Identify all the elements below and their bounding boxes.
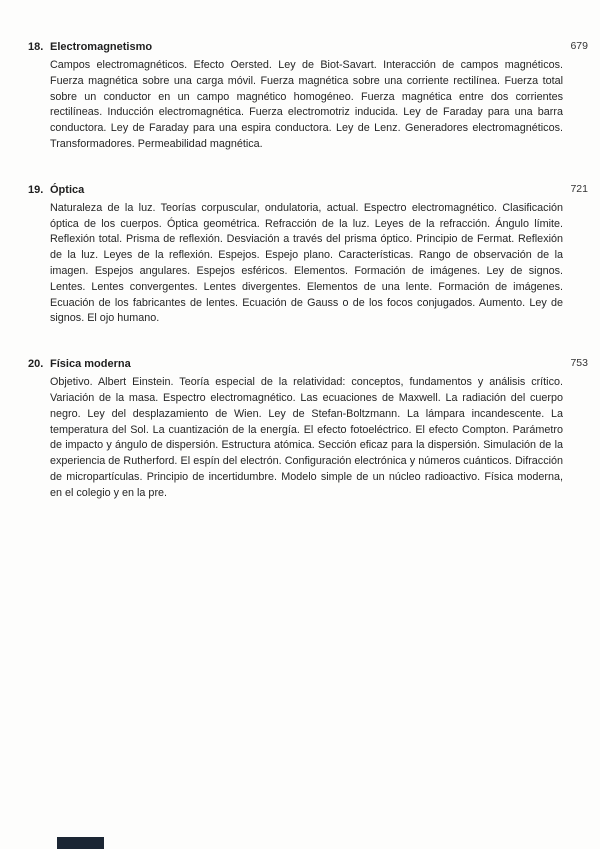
toc-entry-fisica-moderna: [28, 357, 588, 501]
page-number: 721: [570, 182, 588, 195]
scan-artifact-mark: [57, 837, 104, 849]
chapter-number: 20.: [28, 358, 44, 371]
chapter-title: Electromagnetismo: [50, 41, 153, 53]
toc-entry-electromagnetismo: [28, 40, 588, 153]
chapter-header: [28, 40, 588, 54]
chapter-description: Objetivo. Albert Einstein. Teoría especial de la relatividad: conceptos, fundamentos y análisis crítico. Variación de la masa. Espectro electromagnético. Las ecuaciones de Maxwell. La radiación del cuerpo negro. Ley del desplazamiento de Wien. Ley de Stefan-Boltzmann. La lámpara incandescente. La temperatura del Sol. La cuantización de la energía. El efecto fotoeléctrico. El efecto Compton. Parámetro de impacto y ángulo de dispersión. Estructura atómica. Sección eficaz para la dispersión. Simulación de la experiencia de Rutherford. El espín del electrón. Configuración electrónica y números cuánticos. Difracción de micropartículas. Principio de incertidumbre. Modelo simple de un núcleo radioactivo. Física moderna, en el colegio y en la pre.: [50, 376, 563, 499]
chapter-header: [28, 357, 588, 371]
page-number: 753: [570, 357, 588, 370]
chapter-number: 19.: [28, 183, 44, 196]
chapter-title: Física moderna: [50, 358, 131, 371]
toc-content: [28, 40, 588, 532]
page-number: 679: [570, 40, 588, 52]
chapter-title: Óptica: [50, 183, 85, 196]
chapter-description: Campos electromagnéticos. Efecto Oersted. Ley de Biot-Savart. Interacción de campos magnéticos. Fuerza magnética sobre una carga móvil. Fuerza magnética sobre una corriente rectilínea. Fuerza total sobre un conductor en un campo magnético homogéneo. Fuerza magnética entre dos corrientes rectilíneas. Inducción electromagnética. Fuerza electromotriz inducida. Ley de Faraday para una barra conductora. Ley de Faraday para una espira conductora. Ley de Lenz. Generadores electromagnéticos. Transformadores. Permeabilidad magnética.: [50, 59, 563, 150]
chapter-header: [28, 183, 588, 197]
chapter-number: 18.: [28, 41, 44, 53]
toc-entry-optica: [28, 183, 588, 327]
chapter-description: Naturaleza de la luz. Teorías corpuscular, ondulatoria, actual. Espectro electromagnético. Clasificación óptica de los cuerpos. Óptica geométrica. Refracción de la luz. Leyes de la refracción. Ángulo límite. Reflexión total. Prisma de reflexión. Desviación a través del prisma óptico. Principio de Fermat. Reflexión de la luz. Leyes de la reflexión. Espejos. Espejo plano. Características. Rango de observación de la imagen. Espejos angulares. Espejos esféricos. Elementos. Formación de imágenes. Ley de signos. Lentes. Lentes convergentes. Lentes divergentes. Elementos de una lente. Formación de imágenes. Ecuación de los fabricantes de lentes. Ecuación de Gauss o de los focos conjugados. Aumento. Ley de signos. El ojo humano.: [50, 201, 563, 325]
